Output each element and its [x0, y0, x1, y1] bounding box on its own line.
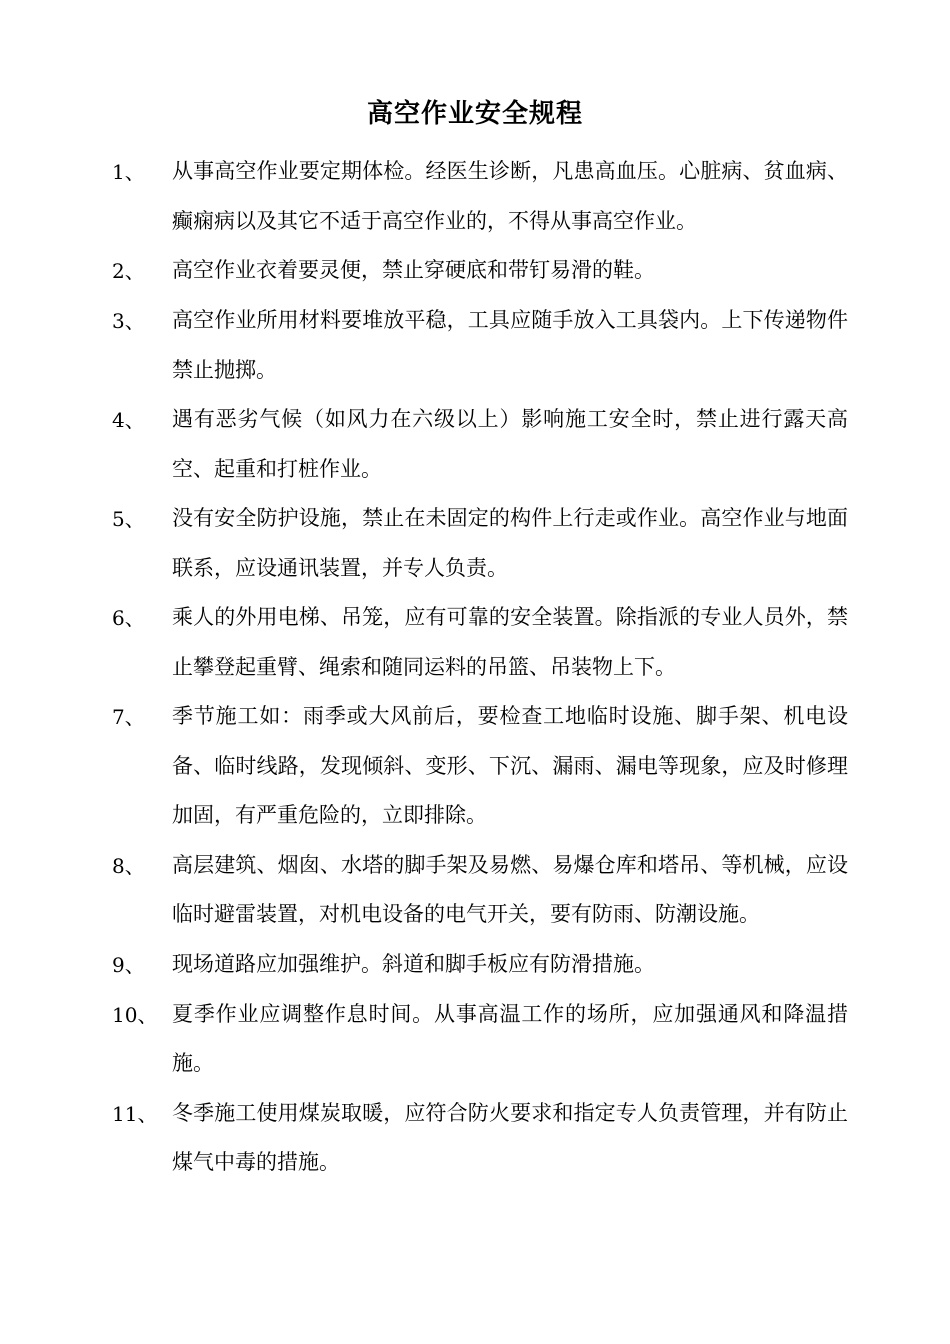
rule-item: [112, 296, 848, 395]
rule-item: [112, 841, 848, 940]
rule-item: [112, 692, 848, 841]
page-title: 高空作业安全规程: [366, 99, 583, 129]
rule-text: 高层建筑、烟囱、水塔的脚手架及易燃、易爆仓库和塔吊、等机械，应设临时避雷装置，对机电设备的电气开关，要有防雨、防潮设施。: [172, 852, 848, 926]
rule-item: [112, 494, 848, 593]
rule-item: [112, 246, 848, 296]
rule-number: 7、: [112, 705, 145, 729]
rule-item: [112, 593, 848, 692]
rule-text: 冬季施工使用煤炭取暖，应符合防火要求和指定专人负责管理，并有防止煤气中毒的措施。: [172, 1100, 848, 1174]
rule-number: 8、: [112, 853, 145, 878]
rule-text: 季节施工如：雨季或大风前后，要检查工地临时设施、脚手架、机电设备、临时线路，发现倾斜、变形、下沉、漏雨、漏电等现象，应及时修理加固，有严重危险的，立即排除。: [172, 704, 848, 827]
rule-number: 4、: [112, 408, 145, 432]
rules-list: [112, 147, 848, 1188]
rule-text: 高空作业衣着要灵便，禁止穿硬底和带钉易滑的鞋。: [172, 258, 655, 282]
rule-item: [112, 395, 848, 494]
rule-text: 夏季作业应调整作息时间。从事高温工作的场所，应加强通风和降温措施。: [172, 1001, 848, 1075]
rule-number: 9、: [112, 952, 145, 977]
rule-number: 11、: [112, 1101, 158, 1126]
rule-number: 2、: [112, 259, 145, 283]
rule-number: 10、: [112, 1002, 158, 1027]
rule-number: 3、: [112, 309, 145, 333]
rule-text: 没有安全防护设施，禁止在未固定的构件上行走或作业。高空作业与地面联系，应设通讯装置，并专人负责。: [172, 506, 848, 580]
rule-text: 从事高空作业要定期体检。经医生诊断，凡患高血压。心脏病、贫血病、癫痫病以及其它不适于高空作业的，不得从事高空作业。: [172, 159, 848, 233]
rule-number: 5、: [112, 507, 145, 531]
rule-item: [112, 990, 848, 1089]
rule-item: [112, 940, 848, 990]
rule-item: [112, 147, 848, 246]
rule-text: 高空作业所用材料要堆放平稳，工具应随手放入工具袋内。上下传递物件禁止抛掷。: [172, 308, 848, 382]
rule-item: [112, 1089, 848, 1188]
rule-number: 1、: [112, 160, 145, 184]
rule-text: 现场道路应加强维护。斜道和脚手板应有防滑措施。: [172, 951, 655, 976]
rule-number: 6、: [112, 606, 145, 630]
rule-text: 乘人的外用电梯、吊笼，应有可靠的安全装置。除指派的专业人员外，禁止攀登起重臂、绳索和随同运料的吊篮、吊装物上下。: [172, 605, 848, 679]
rule-text: 遇有恶劣气候（如风力在六级以上）影响施工安全时，禁止进行露天高空、起重和打桩作业。: [172, 407, 848, 481]
